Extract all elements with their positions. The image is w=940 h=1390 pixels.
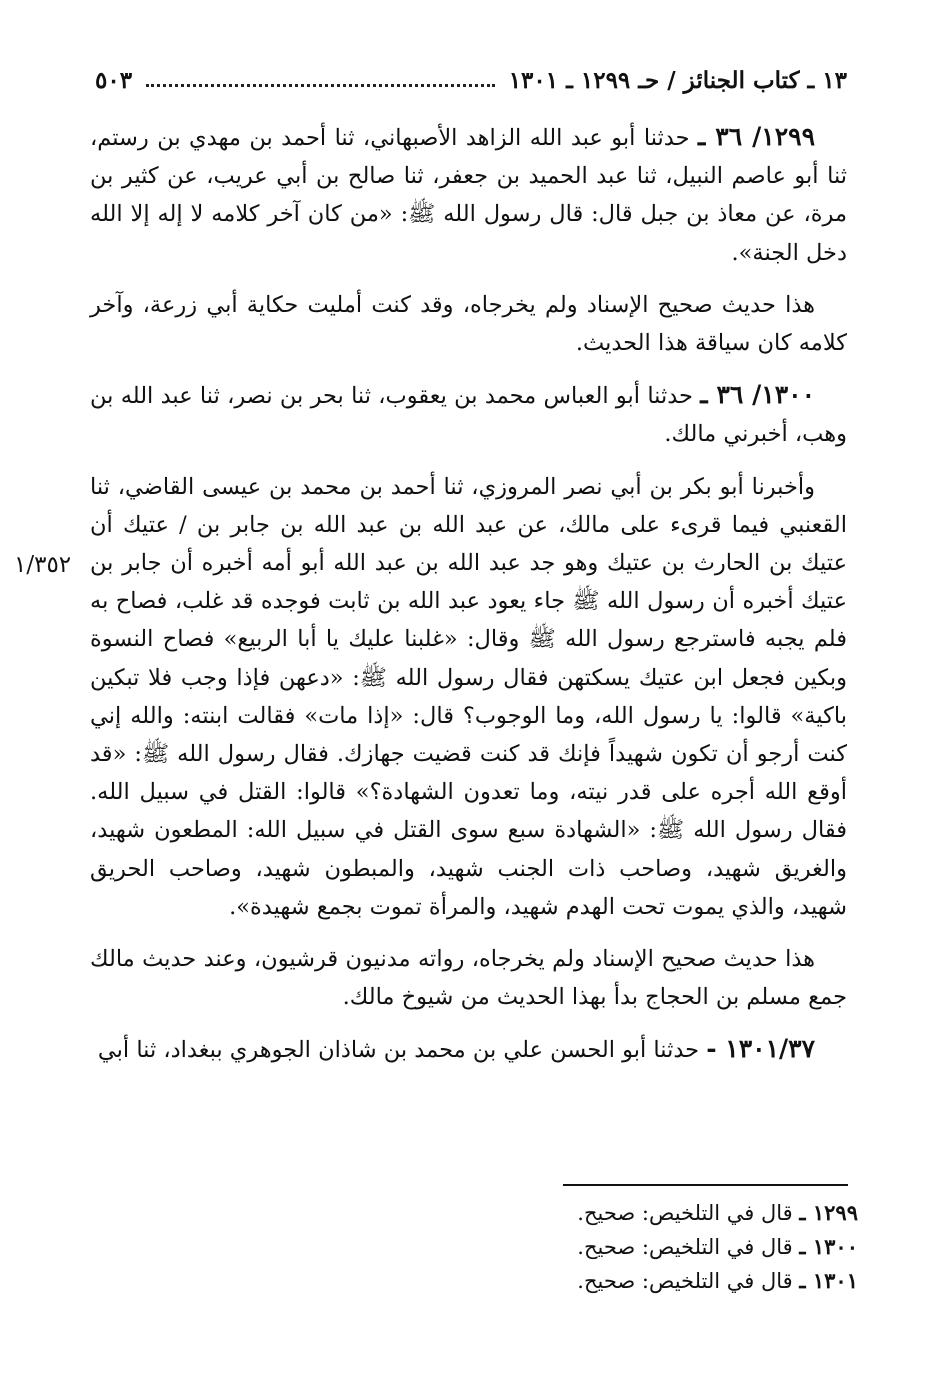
- paragraph-text: حدثنا أبو العباس محمد بن يعقوب، ثنا بحر بن نصر، ثنا عبد الله بن وهب، أخبرني مالك.: [90, 383, 847, 448]
- header-dotted-leader: [146, 84, 495, 87]
- main-text: [90, 118, 847, 1084]
- hadith-number: ١٣٠٠/ ٣٦ ـ: [700, 380, 816, 410]
- paragraph-text: حدثنا أبو عبد الله الزاهد الأصبهاني، ثنا أحمد بن مهدي بن رستم، ثنا أبو عاصم النبيل، ثنا عبد الحميد بن جعفر، ثنا صالح بن أبي عريب، عن كثير بن مرة، عن معاذ بن جبل قال: قال رسول الله ﷺ: «من كان آخر كلامه لا إله إلا الله دخل الجنة».: [90, 125, 847, 266]
- page-number: ٥٠٣: [95, 66, 133, 94]
- commentary-paragraph: [90, 940, 847, 1016]
- footnote-text: قال في التلخيص: صحيح.: [577, 1201, 793, 1225]
- hadith-paragraph: [90, 468, 847, 926]
- footnote-separator: [563, 1184, 848, 1186]
- hadith-number: ١٣٠١/٣٧ -: [706, 1034, 815, 1064]
- footnote: [420, 1230, 858, 1264]
- paragraph-text: هذا حديث صحيح الإسناد ولم يخرجاه، رواته مدنيون قرشيون، وعند حديث مالك جمع مسلم بن الحجاج بدأ بهذا الحديث من شيوخ مالك.: [90, 946, 847, 1011]
- commentary-paragraph: [90, 286, 847, 362]
- footnote: [420, 1196, 858, 1230]
- footnotes: [420, 1196, 858, 1298]
- footnote-number: ١٢٩٩ ـ: [799, 1200, 858, 1225]
- footnote-text: قال في التلخيص: صحيح.: [577, 1269, 793, 1293]
- footnote: [420, 1264, 858, 1298]
- footnote-number: ١٣٠٠ ـ: [799, 1234, 858, 1259]
- footnote-number: ١٣٠١ ـ: [799, 1268, 858, 1293]
- hadith-paragraph: [90, 1030, 847, 1069]
- paragraph-text: هذا حديث صحيح الإسناد ولم يخرجاه، وقد كنت أمليت حكاية أبي زرعة، وآخر كلامه كان سياقة هذا الحديث.: [90, 291, 847, 357]
- hadith-paragraph: [90, 118, 847, 272]
- page-header: [95, 62, 847, 98]
- paragraph-text: وأخبرنا أبو بكر بن أبي نصر المروزي، ثنا أحمد بن محمد بن عيسى القاضي، ثنا القعنبي فيما قرىء على مالك، عن عبد الله بن عبد الله بن جابر بن / عتيك أن عتيك بن الحارث بن عتيك وهو جد عبد الله بن عبد الله أبو أمه أخبره أن جابر بن عتيك أخبره أن رسول الله ﷺ جاء يعود عبد الله بن ثابت فوجده قد غلب، فصاح به فلم يجبه فاسترجع رسول الله ﷺ وقال: «غلبنا عليك يا أبا الربيع» فصاح النسوة وبكين فجعل ابن عتيك يسكتهن فقال رسول الله ﷺ: «دعهن فإذا وجب فلا تبكين باكية» قالوا: يا رسول الله، وما الوجوب؟ قال: «إذا مات» فقالت ابنته: والله إني كنت أرجو أن تكون شهيداً فإنك قد كنت قضيت جهازك. فقال رسول الله ﷺ: «قد أوقع الله أجره على قدر نيته، وما تعدون الشهادة؟» قالوا: القتل في سبيل الله. فقال رسول الله ﷺ: «الشهادة سبع سوى القتل في سبيل الله: المطعون شهيد، والغريق شهيد، وصاحب ذات الجنب شهيد، والمبطون شهيد، وصاحب الحريق شهيد، والذي يموت تحت الهدم شهيد، والمرأة تموت بجمع شهيدة».: [90, 473, 847, 920]
- hadith-number: ١٢٩٩/ ٣٦ ـ: [697, 122, 816, 151]
- footnote-text: قال في التلخيص: صحيح.: [577, 1235, 793, 1259]
- hadith-paragraph: [90, 376, 847, 453]
- margin-reference: ١/٣٥٢: [14, 552, 72, 578]
- paragraph-text: حدثنا أبو الحسن علي بن محمد بن شاذان الجوهري ببغداد، ثنا أبي: [97, 1037, 700, 1064]
- running-title: ١٣ ـ كتاب الجنائز / حـ ١٢٩٩ ـ ١٣٠١: [508, 66, 847, 94]
